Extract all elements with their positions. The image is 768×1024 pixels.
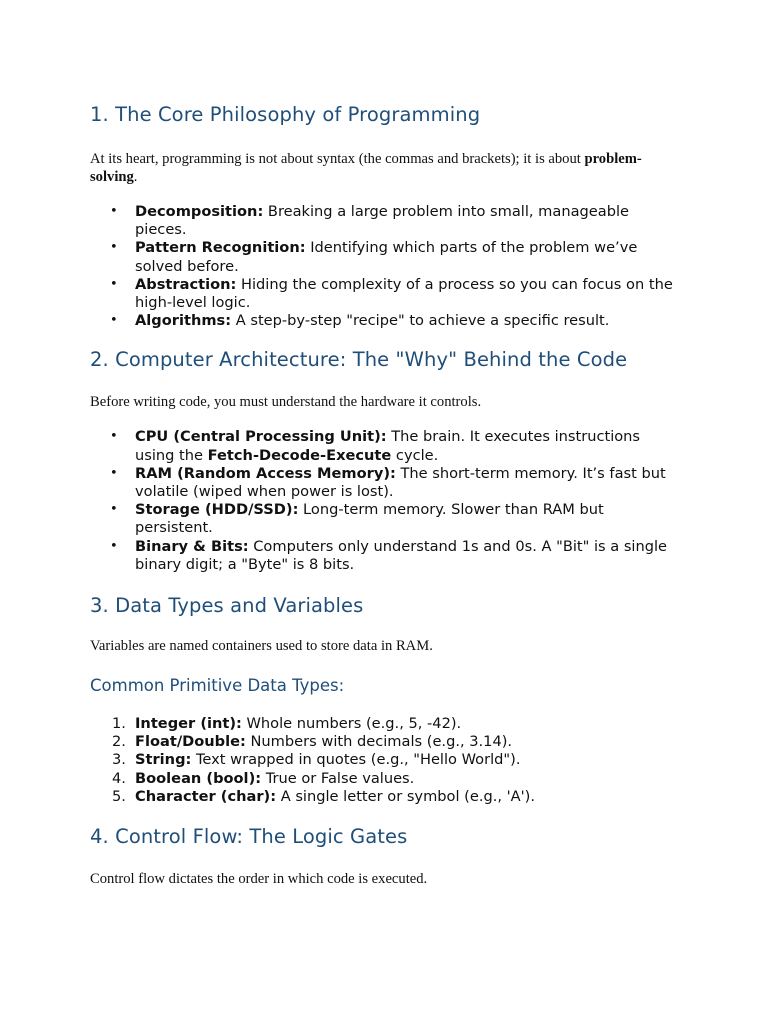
- item-desc: Computers only understand 1s and 0s. A "Bit" is a single binary digit; a "Byte" is 8 bits.: [135, 537, 668, 573]
- item-term: Pattern Recognition:: [135, 239, 306, 257]
- item-desc: Long-term memory. Slower than RAM but persistent.: [135, 501, 604, 537]
- list-item: [90, 428, 680, 464]
- item-term: Character (char):: [135, 787, 277, 805]
- section-2-heading: 2. Computer Architecture: The "Why" Behind the Code: [90, 348, 628, 372]
- list-item: [90, 751, 680, 769]
- item-desc: Identifying which parts of the problem we’ve solved before.: [135, 239, 638, 275]
- list-number: 4.: [112, 769, 126, 787]
- item-term: Algorithms:: [135, 312, 232, 330]
- item-desc: Hiding the complexity of a process so you can focus on the high-level logic.: [135, 275, 673, 312]
- item-term: RAM (Random Access Memory):: [135, 464, 396, 482]
- section-1-intro-bold: problem-solving: [90, 151, 642, 185]
- item-term: Float/Double:: [135, 733, 246, 751]
- list-number: 5.: [112, 787, 126, 805]
- list-item: [90, 312, 680, 330]
- section-1-bullet-list: [90, 203, 680, 330]
- item-term: CPU (Central Processing Unit):: [135, 428, 387, 446]
- item-desc: The brain. It executes instructions using the: [135, 428, 641, 464]
- bullet-marker: •: [110, 313, 118, 329]
- bullet-marker: •: [110, 276, 118, 292]
- item-desc: Numbers with decimals (e.g., 3.14).: [245, 733, 513, 751]
- bullet-marker: •: [110, 465, 118, 481]
- item-desc: Text wrapped in quotes (e.g., "Hello World").: [191, 751, 521, 769]
- bullet-marker: •: [110, 538, 118, 554]
- bullet-marker: •: [110, 240, 118, 256]
- item-term: Boolean (bool):: [135, 769, 262, 787]
- list-number: 3.: [112, 751, 126, 769]
- list-item: [90, 770, 680, 788]
- item-term: Integer (int):: [135, 715, 242, 733]
- section-1-intro-text: At its heart, programming is not about syntax (the commas and brackets); it is about: [90, 151, 585, 167]
- list-number: 1.: [112, 715, 126, 733]
- list-number: 2.: [112, 733, 126, 751]
- section-1-heading: 1. The Core Philosophy of Programming: [90, 103, 481, 126]
- list-item: [90, 501, 680, 537]
- section-1-intro: [90, 150, 680, 186]
- list-item: [90, 203, 680, 239]
- list-item: [90, 239, 680, 275]
- section-3-heading: 3. Data Types and Variables: [90, 594, 364, 618]
- item-desc: True or False values.: [261, 769, 415, 787]
- item-bold-phrase: Fetch-Decode-Execute: [207, 446, 392, 464]
- document-page: [90, 101, 680, 888]
- section-4-heading: 4. Control Flow: The Logic Gates: [90, 825, 408, 849]
- bullet-marker: •: [110, 429, 118, 445]
- list-item: [90, 538, 680, 574]
- item-desc: Whole numbers (e.g., 5, -42).: [241, 715, 462, 733]
- item-term: String:: [135, 751, 192, 769]
- item-term: Decomposition:: [135, 203, 264, 220]
- section-1-intro-end: .: [133, 169, 138, 185]
- item-term: Binary & Bits:: [135, 537, 249, 555]
- bullet-marker: •: [110, 502, 118, 518]
- item-term: Storage (HDD/SSD):: [135, 501, 299, 519]
- item-desc: Breaking a large problem into small, manageable pieces.: [135, 203, 630, 239]
- section-3-numbered-list: [90, 715, 680, 806]
- item-term: Abstraction:: [135, 275, 237, 293]
- item-desc-end: cycle.: [391, 446, 439, 464]
- section-2-bullet-list: [90, 428, 680, 574]
- section-4-intro: Control flow dictates the order in which code is executed.: [90, 871, 428, 888]
- section-3-intro: Variables are named containers used to store data in RAM.: [90, 638, 433, 655]
- section-2-intro: Before writing code, you must understand the hardware it controls.: [90, 394, 482, 411]
- list-item: [90, 276, 680, 312]
- item-desc: A single letter or symbol (e.g., 'A').: [276, 787, 536, 805]
- list-item: [90, 465, 680, 501]
- list-item: [90, 788, 680, 806]
- item-desc: A step-by-step "recipe" to achieve a specific result.: [231, 312, 610, 330]
- section-3-subheading: Common Primitive Data Types:: [90, 676, 345, 696]
- list-item: [90, 715, 680, 733]
- item-desc: The short-term memory. It’s fast but volatile (wiped when power is lost).: [135, 464, 666, 501]
- bullet-marker: •: [110, 204, 118, 219]
- list-item: [90, 733, 680, 751]
